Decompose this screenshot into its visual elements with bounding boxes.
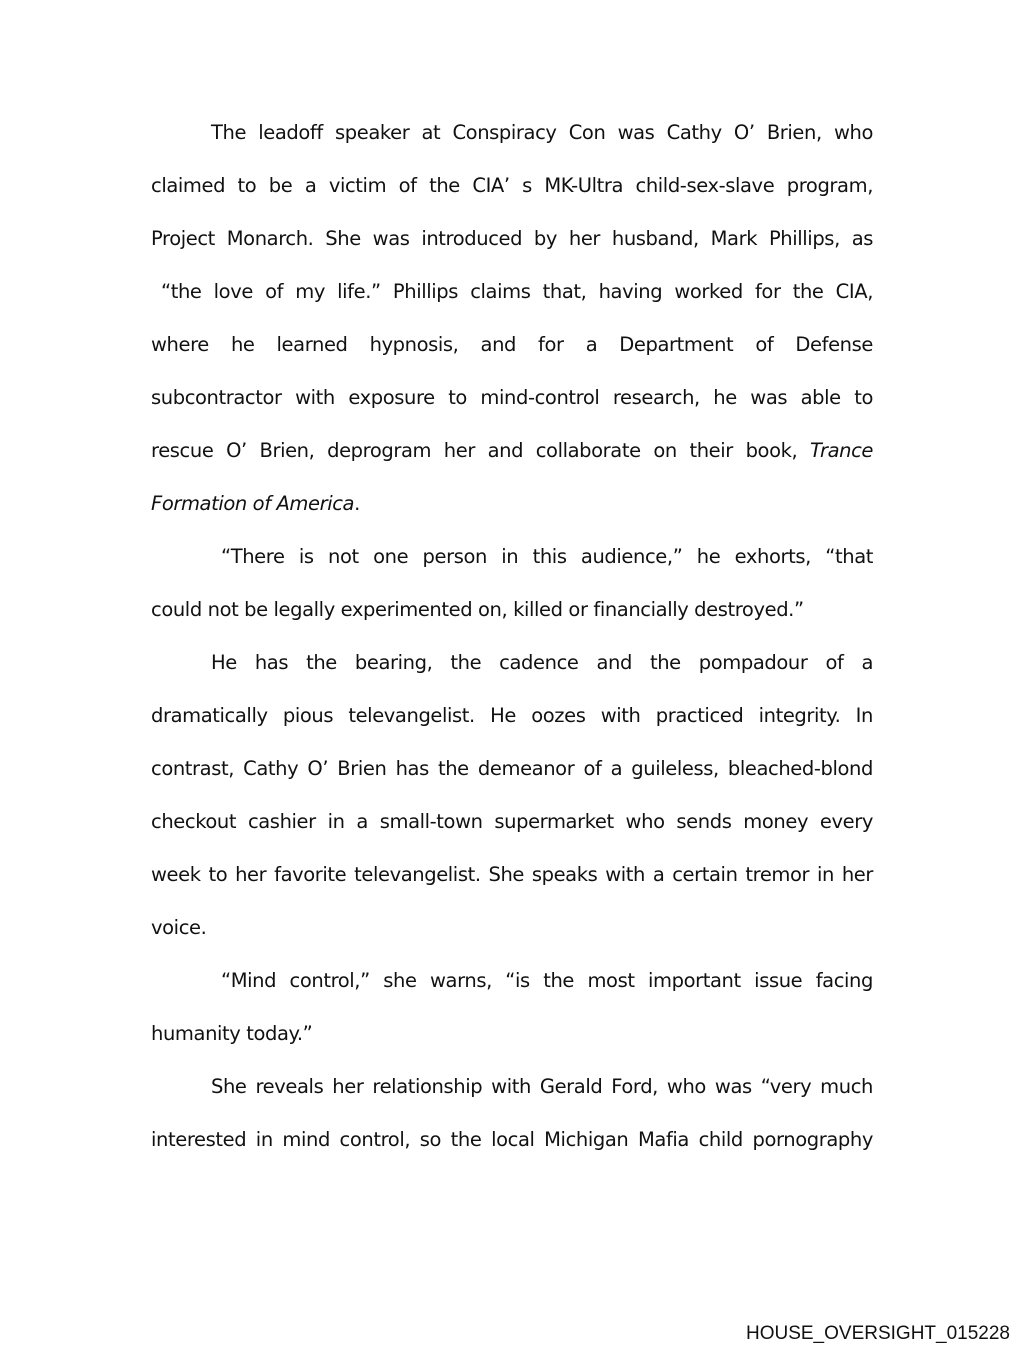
text-line: could not be legally experimented on, killed or financially destroyed.” (151, 598, 804, 621)
text-line: He has the bearing, the cadence and the pompadour of a (211, 651, 873, 674)
text-line-with-title (151, 424, 873, 477)
bates-number: HOUSE_OVERSIGHT_015228 (745, 1323, 1010, 1344)
text-line: checkout cashier in a small-town supermarket who sends money every (151, 810, 873, 833)
text-line: The leadoff speaker at Conspiracy Con was Cathy O’ Brien, who (211, 121, 873, 144)
text-line: where he learned hypnosis, and for a Department of Defense (151, 333, 873, 356)
paragraph-televangelist (151, 636, 873, 954)
text-line: subcontractor with exposure to mind-control research, he was able to (151, 386, 873, 409)
paragraph-gerald-ford (151, 1060, 873, 1166)
text-line: “the love of my life.” Phillips claims that, having worked for the CIA, (161, 280, 873, 303)
text-line: She reveals her relationship with Gerald Ford, who was “very much (211, 1075, 873, 1098)
paragraph-phillips-quote (151, 530, 873, 636)
text-line: week to her favorite televangelist. She speaks with a certain tremor in her (151, 863, 873, 886)
book-title-part: Trance (809, 439, 873, 462)
text-line: claimed to be a victim of the CIA’ s MK-Ultra child-sex-slave program, (151, 174, 873, 197)
text-line: humanity today.” (151, 1022, 313, 1045)
text-line: voice. (151, 916, 207, 939)
paragraph-mind-control-quote (151, 954, 873, 1060)
book-title-part: Formation of America (151, 492, 355, 515)
text-line: dramatically pious televangelist. He oozes with practiced integrity. In (151, 704, 873, 727)
text-segment: rescue O’ Brien, deprogram her and collaborate on their book, (151, 439, 810, 462)
paragraph-cathy-obrien-intro (151, 106, 873, 530)
text-line-with-title (151, 477, 873, 530)
text-segment: . (354, 492, 360, 515)
text-line: Project Monarch. She was introduced by her husband, Mark Phillips, as (151, 227, 873, 250)
text-line: contrast, Cathy O’ Brien has the demeanor of a guileless, bleached-blond (151, 757, 873, 780)
text-line: “There is not one person in this audience,” he exhorts, “that (221, 545, 873, 568)
text-line: “Mind control,” she warns, “is the most important issue facing (221, 969, 873, 992)
document-body (151, 106, 873, 1166)
text-line: interested in mind control, so the local Michigan Mafia child pornography (151, 1128, 873, 1151)
